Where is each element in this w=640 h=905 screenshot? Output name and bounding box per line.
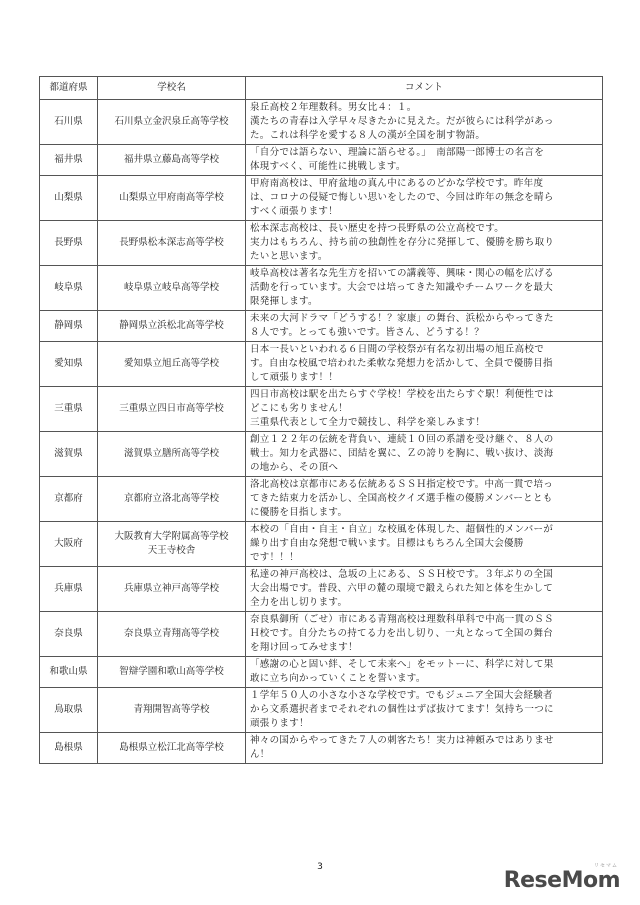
- comment-line: 四日市高校は駅を出たらすぐ学校！学校を出たらすぐ駅！利便性では: [250, 389, 554, 400]
- prefecture-cell: 島根県: [40, 733, 98, 764]
- comment-line: して頑張ります！！: [250, 372, 339, 383]
- comment-line: 未来の大河ドラマ「どうする！？家康」の舞台、浜松からやってきた: [250, 313, 554, 324]
- school-name-line: 島根県立松江北高等学校: [119, 742, 224, 753]
- prefecture-cell: 京都府: [40, 477, 98, 522]
- prefecture-cell: 滋賀県: [40, 432, 98, 477]
- school-name-line: 奈良県立青翔高等学校: [123, 628, 219, 639]
- school-name-cell: [98, 387, 246, 432]
- comment-line: 私達の神戸高校は、急坂の上にある、ＳＳＨ校です。３年ぶりの全国: [250, 569, 554, 580]
- table-row: [40, 657, 603, 688]
- school-name-cell: [98, 567, 246, 612]
- comment-line: 活動を行っています。大会では培ってきた知識やチームワークを最大: [250, 282, 554, 293]
- comment-line: 体現すべく、可能性に挑戦します。: [250, 161, 406, 172]
- comment-cell: [246, 612, 603, 657]
- table-row: [40, 477, 603, 522]
- comment-line: 創立１２２年の伝統を背負い、連続１０回の系譜を受け継ぐ、８人の: [250, 434, 554, 445]
- comment-line: 泉丘高校２年理数科。男女比４：１。: [250, 102, 417, 113]
- prefecture-cell: 山梨県: [40, 176, 98, 221]
- comment-line: の地から、その頂へ: [250, 462, 339, 473]
- comment-line: 限発揮します。: [250, 296, 318, 307]
- school-name-cell: [98, 657, 246, 688]
- school-name-line: 静岡県立浜松北高等学校: [119, 320, 224, 331]
- comment-cell: [246, 432, 603, 477]
- comment-line: ん！: [250, 749, 270, 760]
- comment-line: Ｈ校です。自分たちの持てる力を出し切り、一丸となって全国の舞台: [250, 628, 554, 639]
- school-name-line: 石川県立金沢泉丘高等学校: [114, 116, 229, 127]
- school-name-cell: [98, 612, 246, 657]
- prefecture-cell: 長野県: [40, 221, 98, 266]
- school-name-cell: [98, 221, 246, 266]
- school-name-line: 岐阜県立岐阜高等学校: [123, 282, 219, 293]
- school-name-line: 兵庫県立神戸高等学校: [123, 583, 219, 594]
- school-name-cell: [98, 733, 246, 764]
- comment-line: 本校の「自由・自主・自立」な校風を体現した、超個性的メンバーが: [250, 524, 554, 535]
- prefecture-cell: 鳥取県: [40, 688, 98, 733]
- comment-line: 洛北高校は京都市にある伝統あるＳＳＨ指定校です。中高一貫で培っ: [250, 479, 554, 490]
- comment-cell: [246, 567, 603, 612]
- comment-line: 甲府南高校は、甲府盆地の真ん中にあるのどかな学校です。昨年度: [250, 178, 544, 189]
- prefecture-cell: 岐阜県: [40, 266, 98, 311]
- school-name-cell: [98, 145, 246, 176]
- school-name-line: 福井県立藤島高等学校: [123, 154, 219, 165]
- prefecture-cell: 静岡県: [40, 311, 98, 342]
- header-prefecture: 都道府県: [40, 77, 98, 100]
- prefecture-cell: 兵庫県: [40, 567, 98, 612]
- school-name-cell: [98, 342, 246, 387]
- prefecture-cell: 石川県: [40, 100, 98, 145]
- comment-line: 神々の国からやってきた７人の刺客たち！実力は神頼みではありませ: [250, 735, 554, 746]
- prefecture-cell: 福井県: [40, 145, 98, 176]
- page-number: 3: [317, 862, 323, 872]
- prefecture-cell: 和歌山県: [40, 657, 98, 688]
- comment-line: から文系選択者までそれぞれの個性はずば抜けてます！気持ち一つに: [250, 704, 554, 715]
- header-comment: コメント: [246, 77, 603, 100]
- school-name-cell: [98, 432, 246, 477]
- comment-line: たいと思います。: [250, 251, 328, 262]
- comment-line: どこにも劣りません！: [250, 403, 349, 414]
- school-name-cell: [98, 100, 246, 145]
- comment-cell: [246, 100, 603, 145]
- comment-line: ８人です。とっても強いです。皆さん、どうする！？: [250, 327, 485, 338]
- comment-line: 頑張ります！: [250, 718, 309, 729]
- prefecture-cell: 大阪府: [40, 522, 98, 567]
- comment-line: に優勝を目指します。: [250, 507, 348, 518]
- school-name-line: 滋賀県立膳所高等学校: [123, 448, 219, 459]
- table-row: [40, 432, 603, 477]
- prefecture-cell: 愛知県: [40, 342, 98, 387]
- comment-line: た。これは科学を愛する８人の漢が全国を制す物語。: [250, 130, 486, 141]
- comment-line: 岐阜高校は著名な先生方を招いての講義等、興味・関心の幅を広げる: [250, 268, 554, 279]
- comment-line: を翔け回ってみせます！: [250, 642, 358, 653]
- table-row: [40, 522, 603, 567]
- comment-line: 実力はもちろん、持ち前の独創性を存分に発揮して、優勝を勝ち取り: [250, 237, 555, 248]
- table-row: [40, 266, 603, 311]
- table-header-row: [40, 77, 603, 100]
- comment-cell: [246, 311, 603, 342]
- table-row: [40, 688, 603, 733]
- logo-text: ReseMom: [503, 868, 620, 893]
- resemom-logo: [503, 863, 620, 893]
- comment-line: 繰り出す自由な発想で戦います。目標はもちろん全国大会優勝: [250, 538, 524, 549]
- comment-cell: [246, 221, 603, 266]
- table-row: [40, 733, 603, 764]
- table-row: [40, 567, 603, 612]
- table-row: [40, 612, 603, 657]
- comment-cell: [246, 688, 603, 733]
- school-name-line: 智辯学園和歌山高等学校: [119, 666, 224, 677]
- school-name-cell: [98, 311, 246, 342]
- comment-cell: [246, 657, 603, 688]
- comment-cell: [246, 266, 603, 311]
- school-name-cell: [98, 266, 246, 311]
- comment-line: てきた結束力を活かし、全国高校クイズ選手権の優勝メンバーととも: [250, 493, 553, 504]
- comment-line: です！！！: [250, 552, 300, 563]
- comment-line: 漢たちの青春は入学早々尽きたかに見えた。だが彼らには科学があっ: [250, 116, 554, 127]
- prefecture-cell: 三重県: [40, 387, 98, 432]
- comment-line: 「自分では語らない、理論に語らせる。」 南部陽一郎博士の名言を: [250, 147, 545, 158]
- school-name-line: 大阪教育大学附属高等学校: [114, 531, 229, 542]
- table-row: [40, 100, 603, 145]
- comment-line: 奈良県御所（ごせ）市にある青翔高校は理数科単科で中高一貫のＳＳ: [250, 614, 554, 625]
- school-name-line: 天王寺校舎: [147, 545, 196, 556]
- table-row: [40, 176, 603, 221]
- table-row: [40, 221, 603, 266]
- school-name-cell: [98, 688, 246, 733]
- comment-line: すべく頑張ります！: [250, 206, 339, 217]
- school-name-cell: [98, 477, 246, 522]
- comment-line: す。自由な校風で培われた柔軟な発想力を活かして、全員で優勝目指: [250, 358, 553, 369]
- comment-line: 三重県代表として全力で競技し、科学を楽しみます！: [250, 417, 486, 428]
- comment-cell: [246, 342, 603, 387]
- comment-cell: [246, 387, 603, 432]
- table-row: [40, 145, 603, 176]
- comment-line: 戦士。知力を武器に、団結を翼に、Ｚの誇りを胸に、戦い抜け、淡海: [250, 448, 554, 459]
- table-row: [40, 342, 603, 387]
- school-name-line: 青翔開智高等学校: [133, 704, 210, 715]
- table-row: [40, 311, 603, 342]
- comment-line: 敢に立ち向かっていくことを誓います。: [250, 673, 426, 684]
- comment-cell: [246, 477, 603, 522]
- school-name-line: 愛知県立旭丘高等学校: [123, 358, 219, 369]
- comment-line: 松本深志高校は、長い歴史を持つ長野県の公立高校です。: [250, 223, 505, 234]
- logo-subtext: リセマム: [594, 863, 618, 869]
- school-name-line: 長野県松本深志高等学校: [119, 237, 224, 248]
- comment-line: １学年５０人の小さな小さな学校です。でもジュニア全国大会経験者: [250, 690, 553, 701]
- comment-line: 「感謝の心と固い絆、そして未来へ」をモットーに、科学に対して果: [250, 659, 554, 670]
- comment-cell: [246, 145, 603, 176]
- school-name-cell: [98, 522, 246, 567]
- table-row: [40, 387, 603, 432]
- prefecture-cell: 奈良県: [40, 612, 98, 657]
- comment-line: 大会出場です。普段、六甲の麓の環境で鍛えられた知と体を生かして: [250, 583, 554, 594]
- school-name-line: 三重県立四日市高等学校: [119, 403, 224, 414]
- comment-cell: [246, 522, 603, 567]
- comment-cell: [246, 176, 603, 221]
- school-name-line: 京都府立洛北高等学校: [123, 493, 219, 504]
- comment-cell: [246, 733, 603, 764]
- school-table: [39, 76, 603, 764]
- comment-line: 全力を出し切ります。: [250, 597, 348, 608]
- comment-line: は、コロナの侵疑で悔しい思いをしたので、今回は昨年の無念を晴ら: [250, 192, 554, 203]
- header-school-name: 学校名: [98, 77, 246, 100]
- school-name-cell: [98, 176, 246, 221]
- comment-line: 日本一長いといわれる６日間の学校祭が有名な初出場の旭丘高校で: [250, 344, 545, 355]
- school-name-line: 山梨県立甲府南高等学校: [119, 192, 224, 203]
